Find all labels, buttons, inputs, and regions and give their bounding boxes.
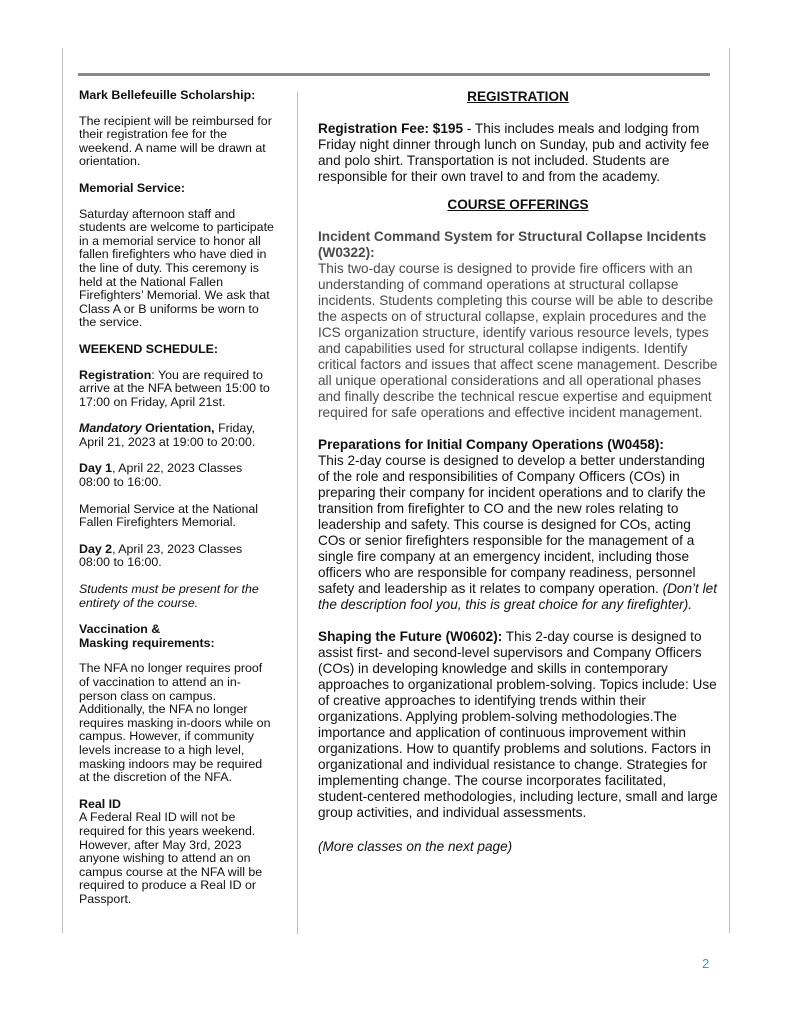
orientation-mandatory: Mandatory	[79, 421, 142, 436]
fee-label: Registration Fee: $195	[318, 121, 464, 136]
top-rule	[78, 73, 710, 76]
scholarship-text: The recipient will be reimbursed for their registration fee for the weekend. A name will be drawn at orientation.	[79, 113, 272, 169]
course-w0602-title: Shaping the Future (W0602):	[318, 629, 503, 644]
registration-fee	[318, 121, 718, 185]
schedule-memorial-note: Memorial Service at the National Fallen Firefighters Memorial.	[79, 501, 259, 530]
page-number: 2	[702, 956, 710, 971]
memorial-heading: Memorial Service:	[79, 180, 186, 195]
offerings-heading: COURSE OFFERINGS	[447, 197, 589, 212]
course-w0602	[318, 629, 718, 821]
schedule-day2	[79, 543, 275, 570]
registration-heading: REGISTRATION	[467, 89, 569, 104]
vaccination-heading: Vaccination & Masking requirements:	[79, 622, 215, 650]
presence-note: Students must be present for the entirety of the course.	[79, 582, 259, 610]
course-w0322-title: Incident Command System for Structural Collapse Incidents (W0322):	[318, 229, 707, 260]
realid-text: A Federal Real ID will not be required for this years weekend. However, after May 3rd, 2023 anyone wishing to attend an on campus course at the NFA will be required to produce a Real ID or Passport.	[79, 810, 263, 906]
registration-text: : You are required to arrive at the NFA between 15:00 to 17:00 on Friday, April 21st.	[79, 367, 270, 409]
day2-label: Day 2	[79, 541, 113, 556]
schedule-day1	[79, 462, 275, 489]
more-classes-note: (More classes on the next page)	[318, 839, 513, 854]
schedule-heading: WEEKEND SCHEDULE:	[79, 341, 219, 356]
course-w0458-title: Preparations for Initial Company Operations (W0458):	[318, 437, 664, 452]
course-w0458-text: This 2-day course is designed to develop a better understanding of the role and responsibilities of Company Officers (COs) in preparing their company for incident operations and to clarify the transition from firefighter to CO and the new roles relating to leadership and safety. This course is designed for COs, acting COs or senior firefighters responsible for the management of a single fire company at an emergency incident, including those officers who are responsible for company readiness, personnel safety and leadership as it relates to company operation.	[318, 453, 706, 596]
column-divider	[297, 92, 298, 934]
course-w0322	[318, 229, 718, 421]
registration-label: Registration	[79, 367, 152, 382]
memorial-text: Saturday afternoon staff and students are welcome to participate in a memorial service to honor all fallen firefighters who have died in the line of duty. This ceremony is held at the National Fallen Firefighters’ Memorial. We ask that Class A or B uniforms be worn to the service.	[79, 206, 274, 330]
schedule-registration	[79, 369, 275, 410]
day2-text: , April 23, 2023 Classes 08:00 to 16:00.	[79, 541, 243, 570]
course-w0458-note: (Don’t let the description fool you, this is great choice for any firefighter).	[318, 581, 717, 612]
left-column	[79, 89, 275, 920]
scholarship-heading: Mark Bellefeuille Scholarship:	[79, 88, 256, 102]
page-left-border	[62, 48, 63, 933]
day1-text: , April 22, 2023 Classes 08:00 to 16:00.	[79, 461, 243, 490]
page-right-border	[729, 48, 730, 933]
fee-text: - This includes meals and lodging from Friday night dinner through lunch on Sunday, pub and activity fee and polo shirt. Transportation is not included. Students are responsible for their own travel to and from the academy.	[318, 121, 710, 184]
course-w0322-text: This two-day course is designed to provide fire officers with an understanding of command operations at structural collapse incidents. Students completing this course will be able to describe the aspects on of structural collapse, explain procedures and the ICS organization structure, identify various resource levels, types and capabilities used for structural collapse indigents. Identify critical factors and issues that affect scene management. Describe all unique operational considerations and all operational phases and finally describe the technical rescue expertise and equipment required for safe operations and effective incident management.	[318, 261, 718, 420]
vaccination-text: The NFA no longer requires proof of vaccination to attend an in-person class on campus. Additionally, the NFA no longer requires masking in-doors while on campus. However, if community levels increase to a high level, masking indoors may be required at the discretion of the NFA.	[79, 661, 271, 785]
schedule-orientation	[79, 422, 275, 449]
day1-label: Day 1	[79, 461, 113, 476]
course-w0602-text: This 2-day course is designed to assist first- and second-level supervisors and Company Officers (COs) in developing knowledge and skills in contemporary approaches to organizational problem-solving. Topics include: Use of creative approaches to identifying trends within their organizations. Applying problem-solving methodologies.The importance and application of continuous improvement within organizations. How to quantify problems and solutions. Factors in organizational and individual resistance to change. Strategies for implementing change. The course incorporates facilitated, student-centered methodologies, including lecture, small and large group activities, and individual assessments.	[318, 629, 718, 820]
right-column	[318, 89, 718, 867]
orientation-label: Orientation,	[141, 421, 215, 436]
course-w0458	[318, 437, 718, 613]
realid-heading: Real ID	[79, 796, 122, 811]
orientation-text: Friday, April 21, 2023 at 19:00 to 20:00.	[79, 421, 256, 449]
